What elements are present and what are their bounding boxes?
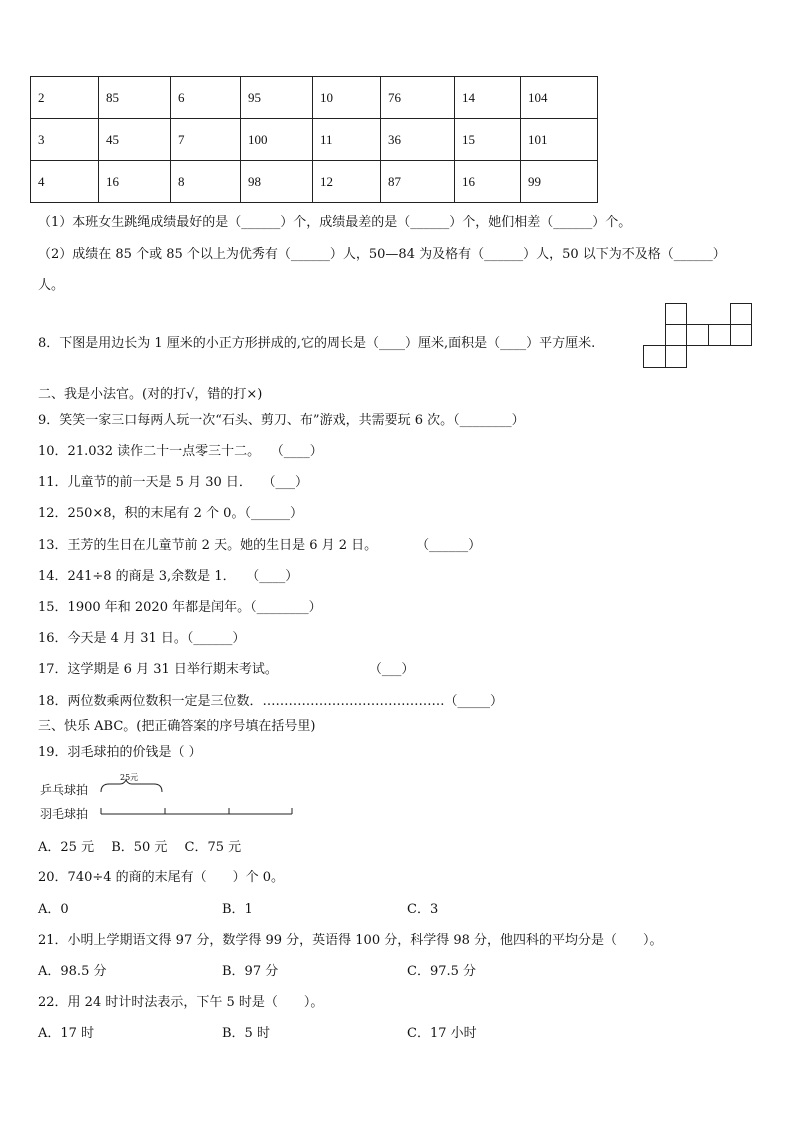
price-label: 25元 <box>120 773 139 782</box>
table-row <box>31 161 598 203</box>
table-cell: 85 <box>99 77 171 119</box>
q22-option-b: B．5 时 <box>222 1026 270 1041</box>
table-cell: 101 <box>521 119 598 161</box>
q19-stem: 19．羽毛球拍的价钱是（ ） <box>38 745 202 760</box>
judge-item-15: 15．1900 年和 2020 年都是闰年。（________） <box>38 600 322 615</box>
table-cell: 95 <box>241 77 313 119</box>
table-cell: 45 <box>99 119 171 161</box>
q20-option-a: A．0 <box>38 902 69 917</box>
q22-stem: 22．用 24 时计时法表示，下午 5 时是（ ）。 <box>38 995 324 1010</box>
q20-option-c: C．3 <box>407 902 439 917</box>
q20-option-b: B．1 <box>222 902 253 917</box>
badminton-label: 羽毛球拍 <box>40 807 89 821</box>
judge-item-10: 10．21.032 读作二十一点零三十二。 （____） <box>38 444 323 459</box>
table-cell: 15 <box>455 119 521 161</box>
score-table <box>30 76 598 203</box>
q21-option-b: B．97 分 <box>222 964 279 979</box>
table-cell: 11 <box>313 119 381 161</box>
table-cell: 4 <box>31 161 99 203</box>
judge-item-12: 12．250×8，积的末尾有 2 个 0。（______） <box>38 506 303 521</box>
table-cell: 100 <box>241 119 313 161</box>
q22-option-a: A．17 时 <box>38 1026 95 1041</box>
table-cell: 87 <box>381 161 455 203</box>
table-cell: 14 <box>455 77 521 119</box>
table-cell: 10 <box>313 77 381 119</box>
price-bar-figure <box>40 772 310 822</box>
table-cell: 3 <box>31 119 99 161</box>
table-row <box>31 77 598 119</box>
q21-option-a: A．98.5 分 <box>38 964 107 979</box>
q19-options: A．25 元 B．50 元 C．75 元 <box>38 840 242 855</box>
table-cell: 8 <box>171 161 241 203</box>
table-cell: 16 <box>99 161 171 203</box>
judge-item-13: 13．王芳的生日在儿童节前 2 天。她的生日是 6 月 2 日。 （______） <box>38 538 482 553</box>
table-cell: 7 <box>171 119 241 161</box>
table-cell: 36 <box>381 119 455 161</box>
judge-item-11: 11．儿童节的前一天是 5 月 30 日． （___） <box>38 475 309 490</box>
judge-item-16: 16．今天是 4 月 31 日。（______） <box>38 631 246 646</box>
table-cell: 98 <box>241 161 313 203</box>
square-grid-figure <box>643 303 753 369</box>
judge-item-17: 17．这学期是 6 月 31 日举行期末考试。 （___） <box>38 662 415 677</box>
q7-part2-line2: 人。 <box>38 278 65 293</box>
q21-option-c: C．97.5 分 <box>407 964 477 979</box>
table-cell: 16 <box>455 161 521 203</box>
table-row <box>31 119 598 161</box>
q22-option-c: C．17 小时 <box>407 1026 477 1041</box>
table-cell: 6 <box>171 77 241 119</box>
section3-title: 三、快乐 ABC。(把正确答案的序号填在括号里) <box>38 719 316 734</box>
q21-stem: 21．小明上学期语文得 97 分，数学得 99 分，英语得 100 分，科学得 98 分，他四科的平均分是（ ）。 <box>38 933 663 948</box>
table-cell: 104 <box>521 77 598 119</box>
table-cell: 2 <box>31 77 99 119</box>
judge-item-18: 18．两位数乘两位数积一定是三位数．……………………………………（_____） <box>38 694 504 709</box>
q20-stem: 20．740÷4 的商的末尾有（ ）个 0。 <box>38 870 285 885</box>
q7-part2-line1: （2）成绩在 85 个或 85 个以上为优秀有（______）人，50—84 为及格有（______）人，50 以下为不及格（______） <box>38 247 726 262</box>
section2-title: 二、我是小法官。(对的打√，错的打×) <box>38 387 263 402</box>
judge-item-9: 9．笑笑一家三口每两人玩一次“石头、剪刀、布”游戏，共需要玩 6 次。（________） <box>38 413 525 428</box>
q7-part1: （1）本班女生跳绳成绩最好的是（______）个，成绩最差的是（______）个，她们相差（______）个。 <box>38 215 632 230</box>
judge-item-14: 14．241÷8 的商是 3,余数是 1． （____） <box>38 569 299 584</box>
table-cell: 76 <box>381 77 455 119</box>
q8-text: 8．下图是用边长为 1 厘米的小正方形拼成的,它的周长是（____）厘米,面积是（____）平方厘米. <box>38 336 596 351</box>
pingpong-label: 乒乓球拍 <box>40 783 89 797</box>
table-cell: 12 <box>313 161 381 203</box>
table-cell: 99 <box>521 161 598 203</box>
